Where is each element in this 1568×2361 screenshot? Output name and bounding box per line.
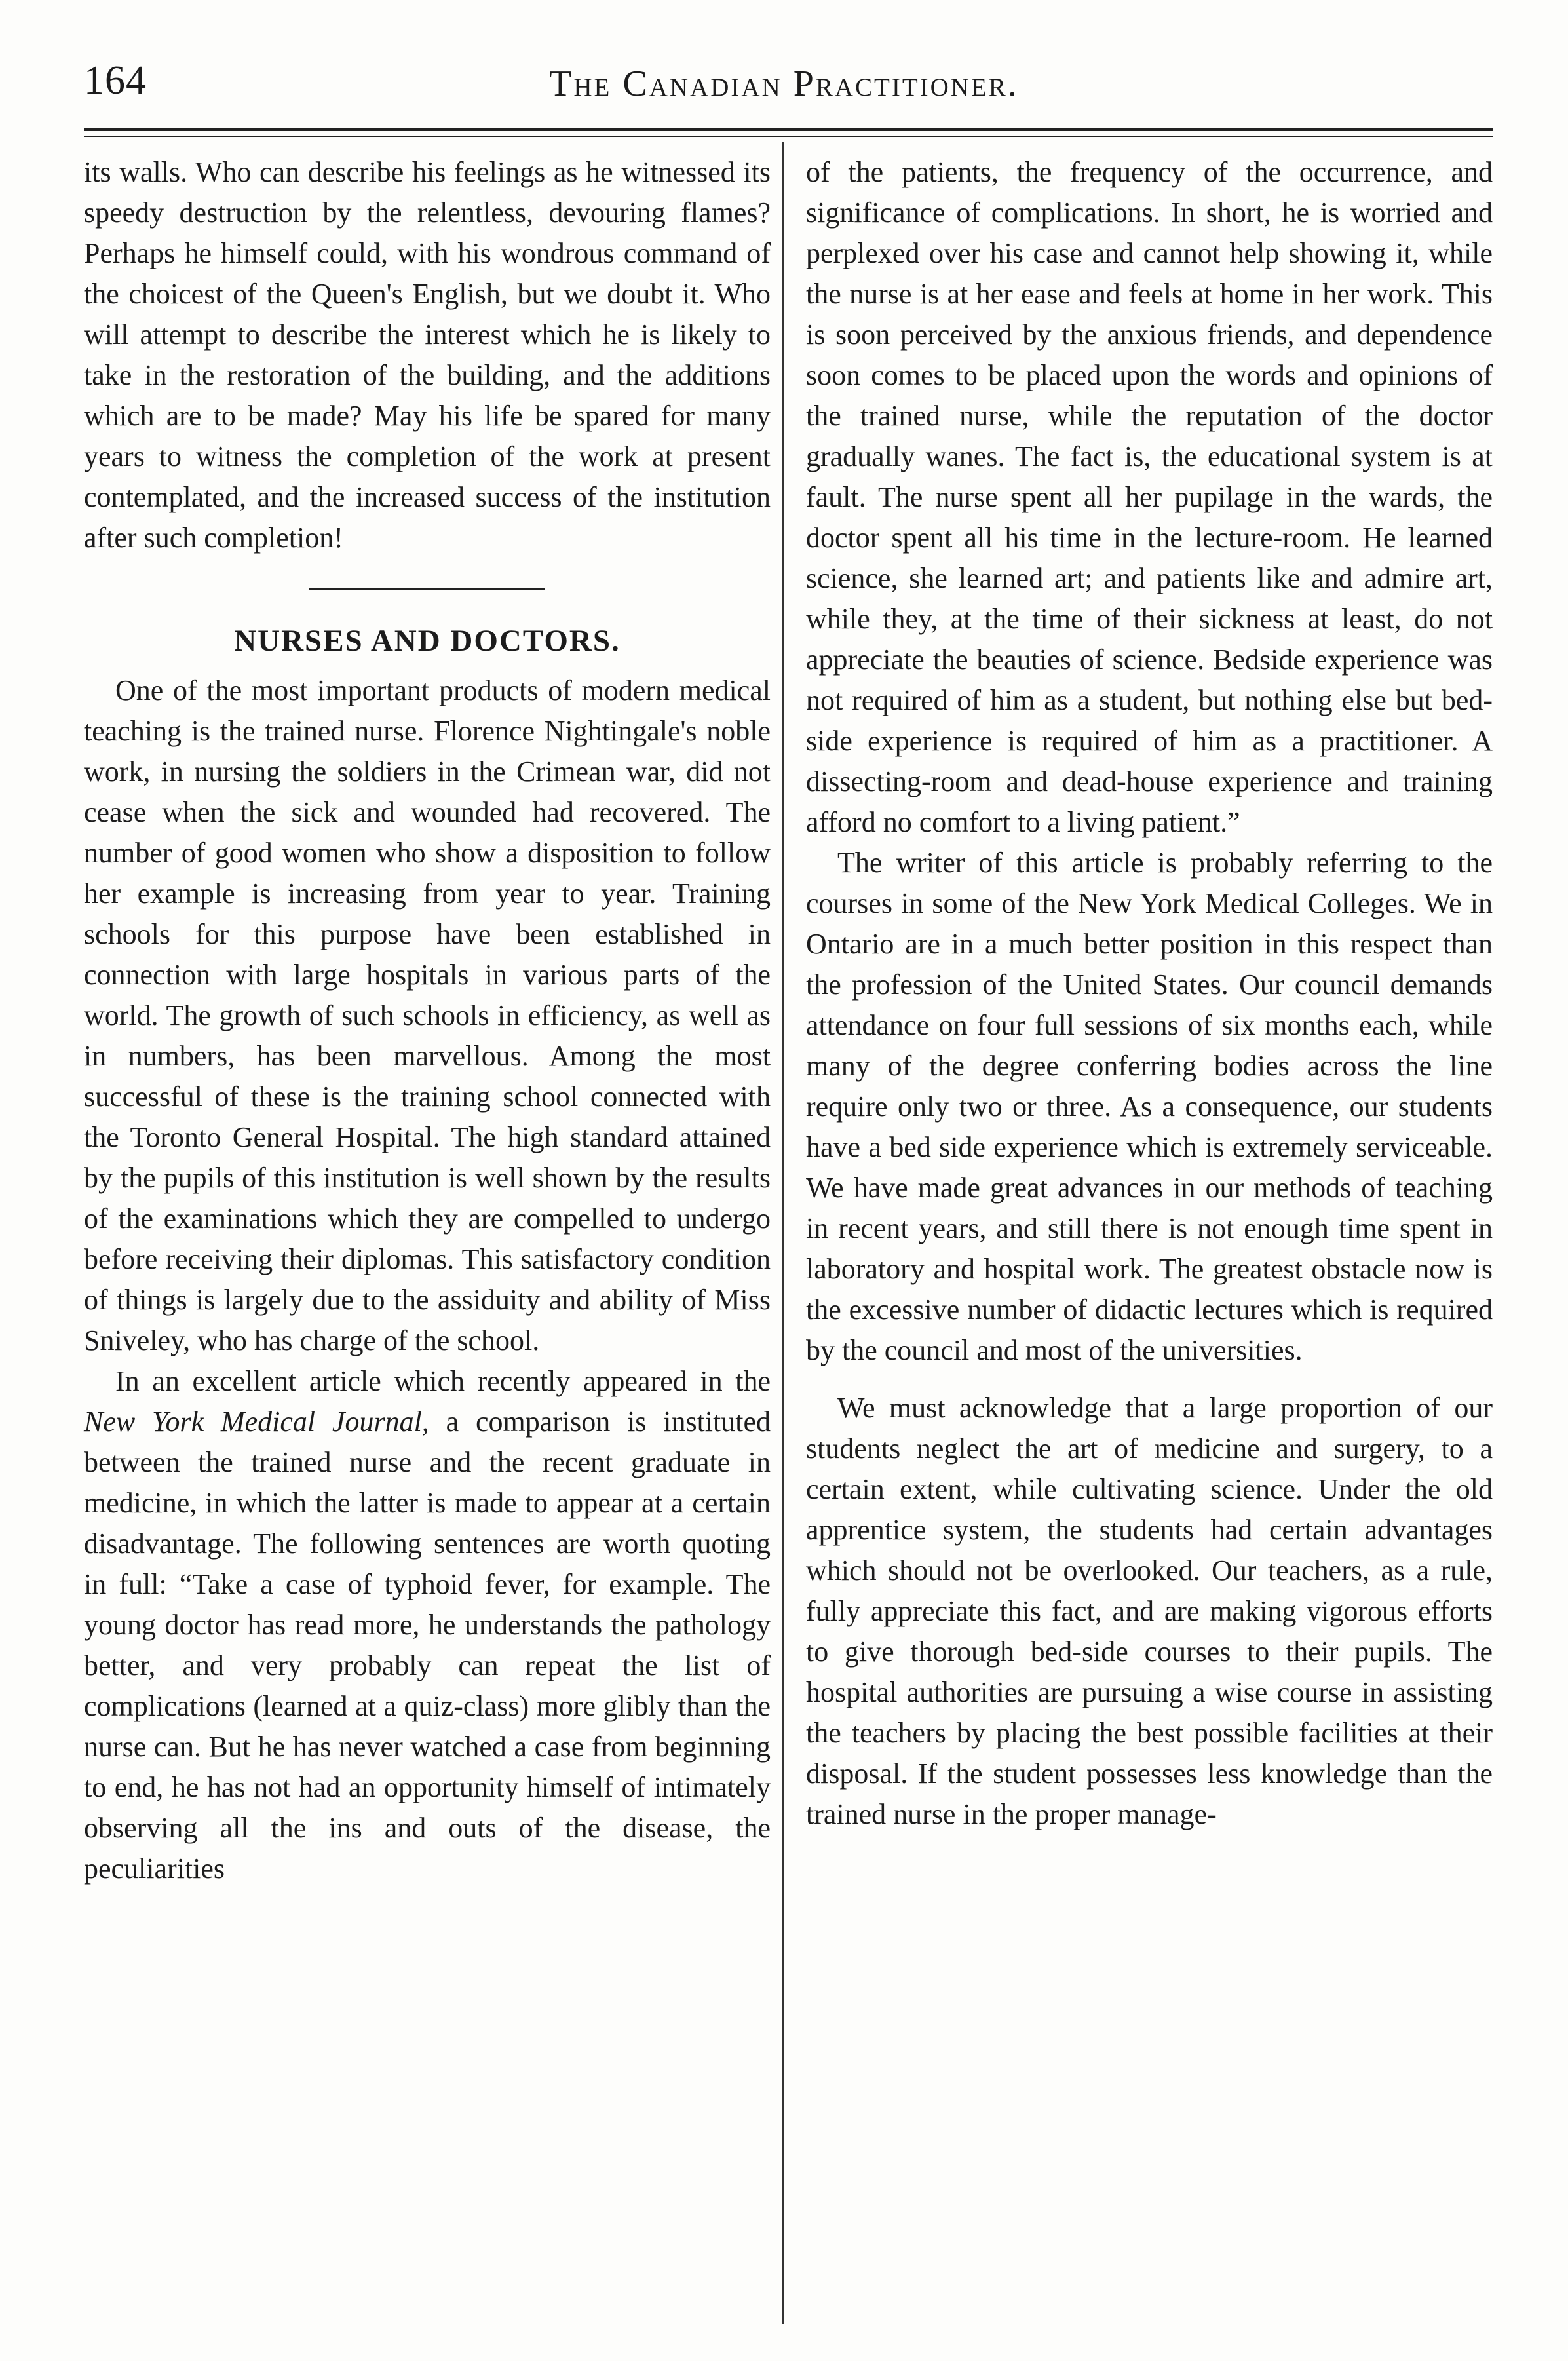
article-paragraph-1: One of the most important products of modern medical teaching is the trained nurse. Florence Nightingale's noble work, in nursing the soldiers in the Crimean war, did not cease when the sick and wounded had recovered. The number of good women who show a disposition to follow her example is increasing from year to year. Training schools for this purpose have been established in connection with large hospitals in various parts of the world. The growth of such schools in efficiency, as well as in numbers, has been marvellous. Among the most successful of these is the training school connected with the Toronto General Hospital. The high standard attained by the pupils of this institution is well shown by the results of the examinations which they are compelled to undergo before receiving their diplomas. This satisfactory condition of things is largely due to the assiduity and ability of Miss Sniveley, who has charge of the school. [84, 674, 771, 1356]
paragraph-text: a comparison is instituted between the trained nurse and the recent graduate in medicine, in which the latter is made to appear at a certain disadvantage. The following sentences are worth quoting in full: “Take a case of typhoid fever, for example. The young doctor has read more, he understands the pathology better, and very probably can repeat the list of complications (learned at a quiz-class) more glibly than the nurse can. But he has never watched a case from beginning to end, he has not had an opportunity himself of intimately observing all the ins and outs of the disease, the peculiarities [84, 1406, 771, 1885]
running-head-title: The Canadian Practitioner. [549, 64, 1019, 104]
paragraph-text: In an excellent article which recently appeared in the [115, 1365, 771, 1397]
left-column [84, 152, 771, 1889]
column-divider [782, 142, 784, 2324]
page-number: 164 [84, 58, 147, 103]
right-column [806, 152, 1493, 1835]
section-divider-rule [309, 588, 545, 590]
article-paragraph-3: The writer of this article is probably referring to the courses in some of the New York Medical Colleges. We in Ontario are in a much better position in this respect than the profession of the United States. Our council demands attendance on four full sessions of six months each, while many of the degree conferring bodies across the line require only two or three. As a consequence, our students have a bed side experience which is extremely serviceable. We have made great advances in our methods of teaching in recent years, and still there is not enough time spent in laboratory and hospital work. The greatest obstacle now is the excessive number of didactic lectures which is required by the council and most of the universities. [806, 847, 1493, 1366]
header-rule-thin [84, 136, 1493, 137]
article-paragraph-4: We must acknowledge that a large proportion of our students neglect the art of medicine and surgery, to a certain extent, while cultivating science. Under the old apprentice system, the students had certain advantages which should not be overlooked. Our teachers, as a rule, fully appreciate this fact, and are making vigorous efforts to give thorough bed-side courses to their pupils. The hospital authorities are pursuing a wise course in assisting the teachers by placing the best possible facilities at their disposal. If the student possesses less knowledge than the trained nurse in the proper manage- [806, 1392, 1493, 1830]
continued-paragraph: its walls. Who can describe his feelings as he witnessed its speedy destruction by the relentless, devouring flames? Perhaps he himself could, with his wondrous command of the choicest of the Queen's English, but we doubt it. Who will attempt to describe the interest which he is likely to take in the restoration of the building, and the additions which are to be made? May his life be spared for many years to witness the completion of the work at present contemplated, and the increased success of the institution after such completion! [84, 156, 771, 554]
continued-quote-paragraph: of the patients, the frequency of the occurrence, and significance of complications. In short, he is worried and perplexed over his case and cannot help showing it, while the nurse is at her ease and feels at home in her work. This is soon perceived by the anxious friends, and dependence soon comes to be placed upon the words and opinions of the trained nurse, while the reputation of the doctor gradually wanes. The fact is, the educational system is at fault. The nurse spent all her pupilage in the wards, the doctor spent all his time in the lecture-room. He learned science, she learned art; and patients like and admire art, while they, at the time of their sickness at least, do not appreciate the beauties of science. Bedside experience was not required of him as a student, but nothing else but bed-side experience is required of him as a practitioner. A dissecting-room and dead-house experience and training afford no comfort to a living patient.” [806, 156, 1493, 838]
section-title: NURSES AND DOCTORS. [234, 624, 621, 658]
journal-title: New York Medical Journal, [84, 1406, 429, 1438]
article-paragraph-2 [84, 1361, 771, 1889]
header-rule-thick [84, 128, 1493, 131]
